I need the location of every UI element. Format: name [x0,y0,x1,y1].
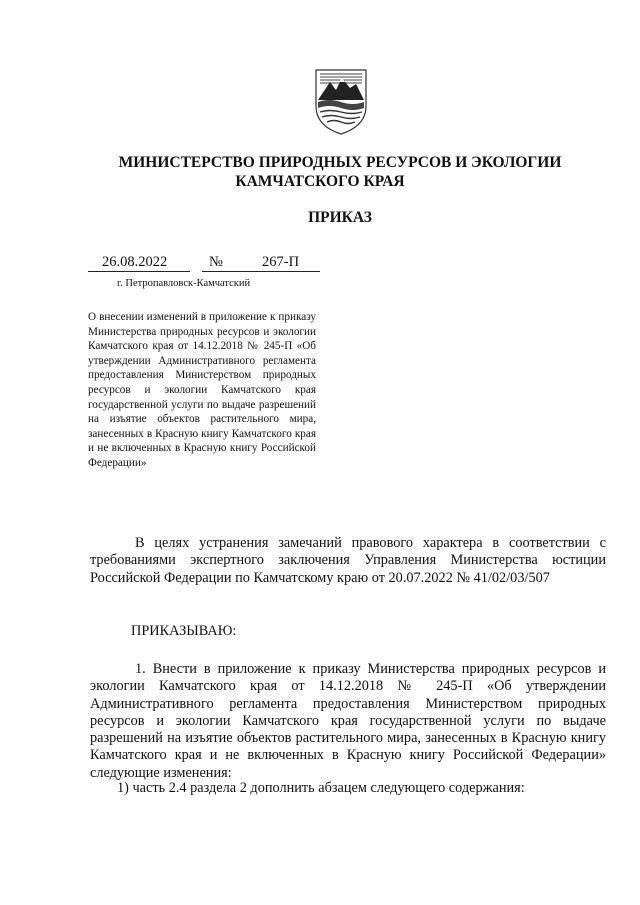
underline-gap [190,271,202,273]
item-1-paragraph: 1. Внести в приложение к приказу Министерства природных ресурсов и экологии Камчатского края от 14.12.2018 № 245-П «Об утверждении Административного регламента предоставления Министерством природных ресурсов и экологии Камчатского края государственной услуги по выдаче разрешений на изъятие объектов растительного мира, занесенных в Красную книгу Камчатского края и не включенных в Красную книгу Российской Федерации» следующие изменения: [90,661,606,781]
ministry-name-line1: МИНИСТЕРСТВО ПРИРОДНЫХ РЕСУРСОВ И ЭКОЛОГИИ [118,154,562,171]
ministry-name-line2: КАМЧАТСКОГО КРАЯ [235,173,405,190]
order-word: ПРИКАЗЫВАЮ: [131,623,237,639]
document-type: ПРИКАЗ [308,209,372,226]
document-number: 267-П [262,254,300,270]
document-date: 26.08.2022 [102,254,168,270]
requisites-underline [88,271,320,272]
kamchatka-coat-of-arms-icon [312,66,370,136]
item-1-subitem-1: 1) часть 2.4 раздела 2 дополнить абзацем следующего содержания: [117,780,525,796]
order-subject: О внесении изменений в приложение к приказу Министерства природных ресурсов и экологии Камчатского края от 14.12.2018 № 245-П «Об утверждении Административного регламента предоставления Министерством природных ресурсов и экологии Камчатского края государственной услуги по выдаче разрешений на изъятие объектов растительного мира, занесенных в Красную книгу Камчатского края и не включенных в Красную книгу Российской Федерации» [88,311,316,469]
number-sign: № [209,254,223,270]
issuing-city: г. Петропавловск-Камчатский [117,278,251,289]
preamble-paragraph: В целях устранения замечаний правового характера в соответствии с требованиями экспертного заключения Управления Министерства юстиции Российской Федерации по Камчатскому краю от 20.07.2022 № 41/02/03/507 [90,535,606,586]
